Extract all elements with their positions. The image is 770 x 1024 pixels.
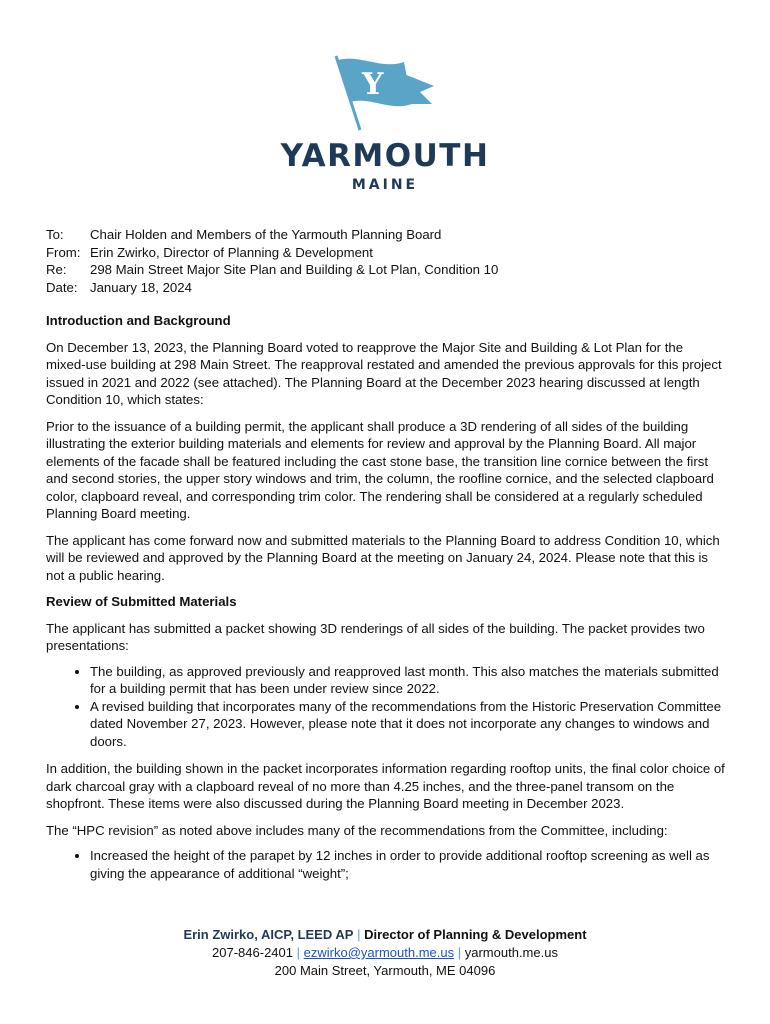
footer-phone: 207-846-2401 [212, 945, 293, 960]
footer-email-link[interactable]: ezwirko@yarmouth.me.us [303, 945, 455, 960]
condition-10-quote: Prior to the issuance of a building permit, the applicant shall produce a 3D rendering of all sides of the building illustrating the exterior building materials and elements for review and approval by the Planning Board. All major elements of the facade shall be featured including the cast stone base, the transition line cornice between the first and second stories, the upper story windows and trim, the column, the roofline cornice, and the selected clapboard color, clapboard reveal, and corresponding trim color. The rendering shall be considered at a regularly scheduled Planning Board meeting. [46, 418, 714, 521]
footer-address: 200 Main Street, Yarmouth, ME 04096 [274, 963, 496, 978]
memo-from-label: From: [46, 244, 81, 260]
list-item: • Increased the height of the parapet by 12 inches in order to provide additional rooftop screening as well as giving the appearance of additional “weight”; [90, 847, 726, 882]
memo-header [46, 226, 726, 296]
memo-re-label: Re: [46, 262, 67, 277]
memo-date: January 18, 2024 [90, 279, 192, 295]
footer-website[interactable]: yarmouth.me.us [464, 945, 558, 960]
memo-date-label: Date: [46, 279, 78, 295]
memo-to-label: To: [46, 227, 64, 242]
footer-line-1 [0, 926, 770, 944]
flag-letter: Y [362, 67, 384, 102]
memo-to: Chair Holden and Members of the Yarmouth Planning Board [90, 227, 442, 242]
memo-to-row [46, 226, 726, 244]
logo-state: MAINE [351, 177, 419, 193]
footer-separator: | [357, 927, 361, 942]
footer-separator: | [296, 945, 301, 960]
intro-paragraph-3: The applicant has come forward now and submitted materials to the Planning Board to address Condition 10, which will be reviewed and approved by the Planning Board at the meeting on January 24, 2024. Please note that this is not a public hearing. [46, 532, 720, 583]
logo-wordmark: YARMOUTH [280, 138, 490, 174]
review-heading: Review of Submitted Materials [46, 594, 237, 609]
flag-icon [330, 52, 440, 137]
footer [0, 926, 770, 980]
footer-title: Director of Planning & Development [364, 927, 587, 942]
review-paragraph-2: In addition, the building shown in the packet incorporates information regarding rooftop units, the final color choice of dark charcoal gray with a clapboard reveal of no more than 4.25 inches, and the three-panel transom on the shopfront. These items were also discussed during the Planning Board meeting in December 2023. [46, 761, 725, 811]
footer-line-2 [0, 944, 770, 962]
review-paragraph-1: The applicant has submitted a packet showing 3D renderings of all sides of the building. The packet provides two presentations: [46, 620, 705, 653]
intro-paragraph-1: On December 13, 2023, the Planning Board voted to reapprove the Major Site and Building & Lot Plan for the mixed-use building at 298 Main Street. The reapproval restated and amended the previous approvals for this project issued in 2021 and 2022 (see attached). The Planning Board at the December 2023 hearing discussed at length Condition 10, which states: [46, 339, 722, 407]
memo-from: Erin Zwirko, Director of Planning & Development [90, 244, 373, 260]
intro-heading: Introduction and Background [46, 313, 231, 328]
footer-separator: | [457, 945, 462, 960]
memo-body [46, 312, 726, 892]
footer-name: Erin Zwirko, AICP, LEED AP [183, 927, 354, 942]
list-item: • The building, as approved previously and reapproved last month. This also matches the materials submitted for a building permit that has been under review since 2022. [90, 663, 726, 698]
memo-from-row [46, 244, 726, 262]
memo-re: 298 Main Street Major Site Plan and Building & Lot Plan, Condition 10 [90, 262, 499, 277]
hpc-list [46, 847, 726, 882]
memo-re-row [46, 261, 726, 279]
review-paragraph-3: The “HPC revision” as noted above includes many of the recommendations from the Committee, including: [46, 822, 668, 838]
yarmouth-logo [270, 52, 500, 202]
memo-date-row [46, 279, 726, 297]
list-item: • A revised building that incorporates many of the recommendations from the Historic Preservation Committee dated November 27, 2023. However, please note that it does not incorporate any changes to windows and doors. [90, 698, 726, 751]
presentations-list [46, 663, 726, 751]
